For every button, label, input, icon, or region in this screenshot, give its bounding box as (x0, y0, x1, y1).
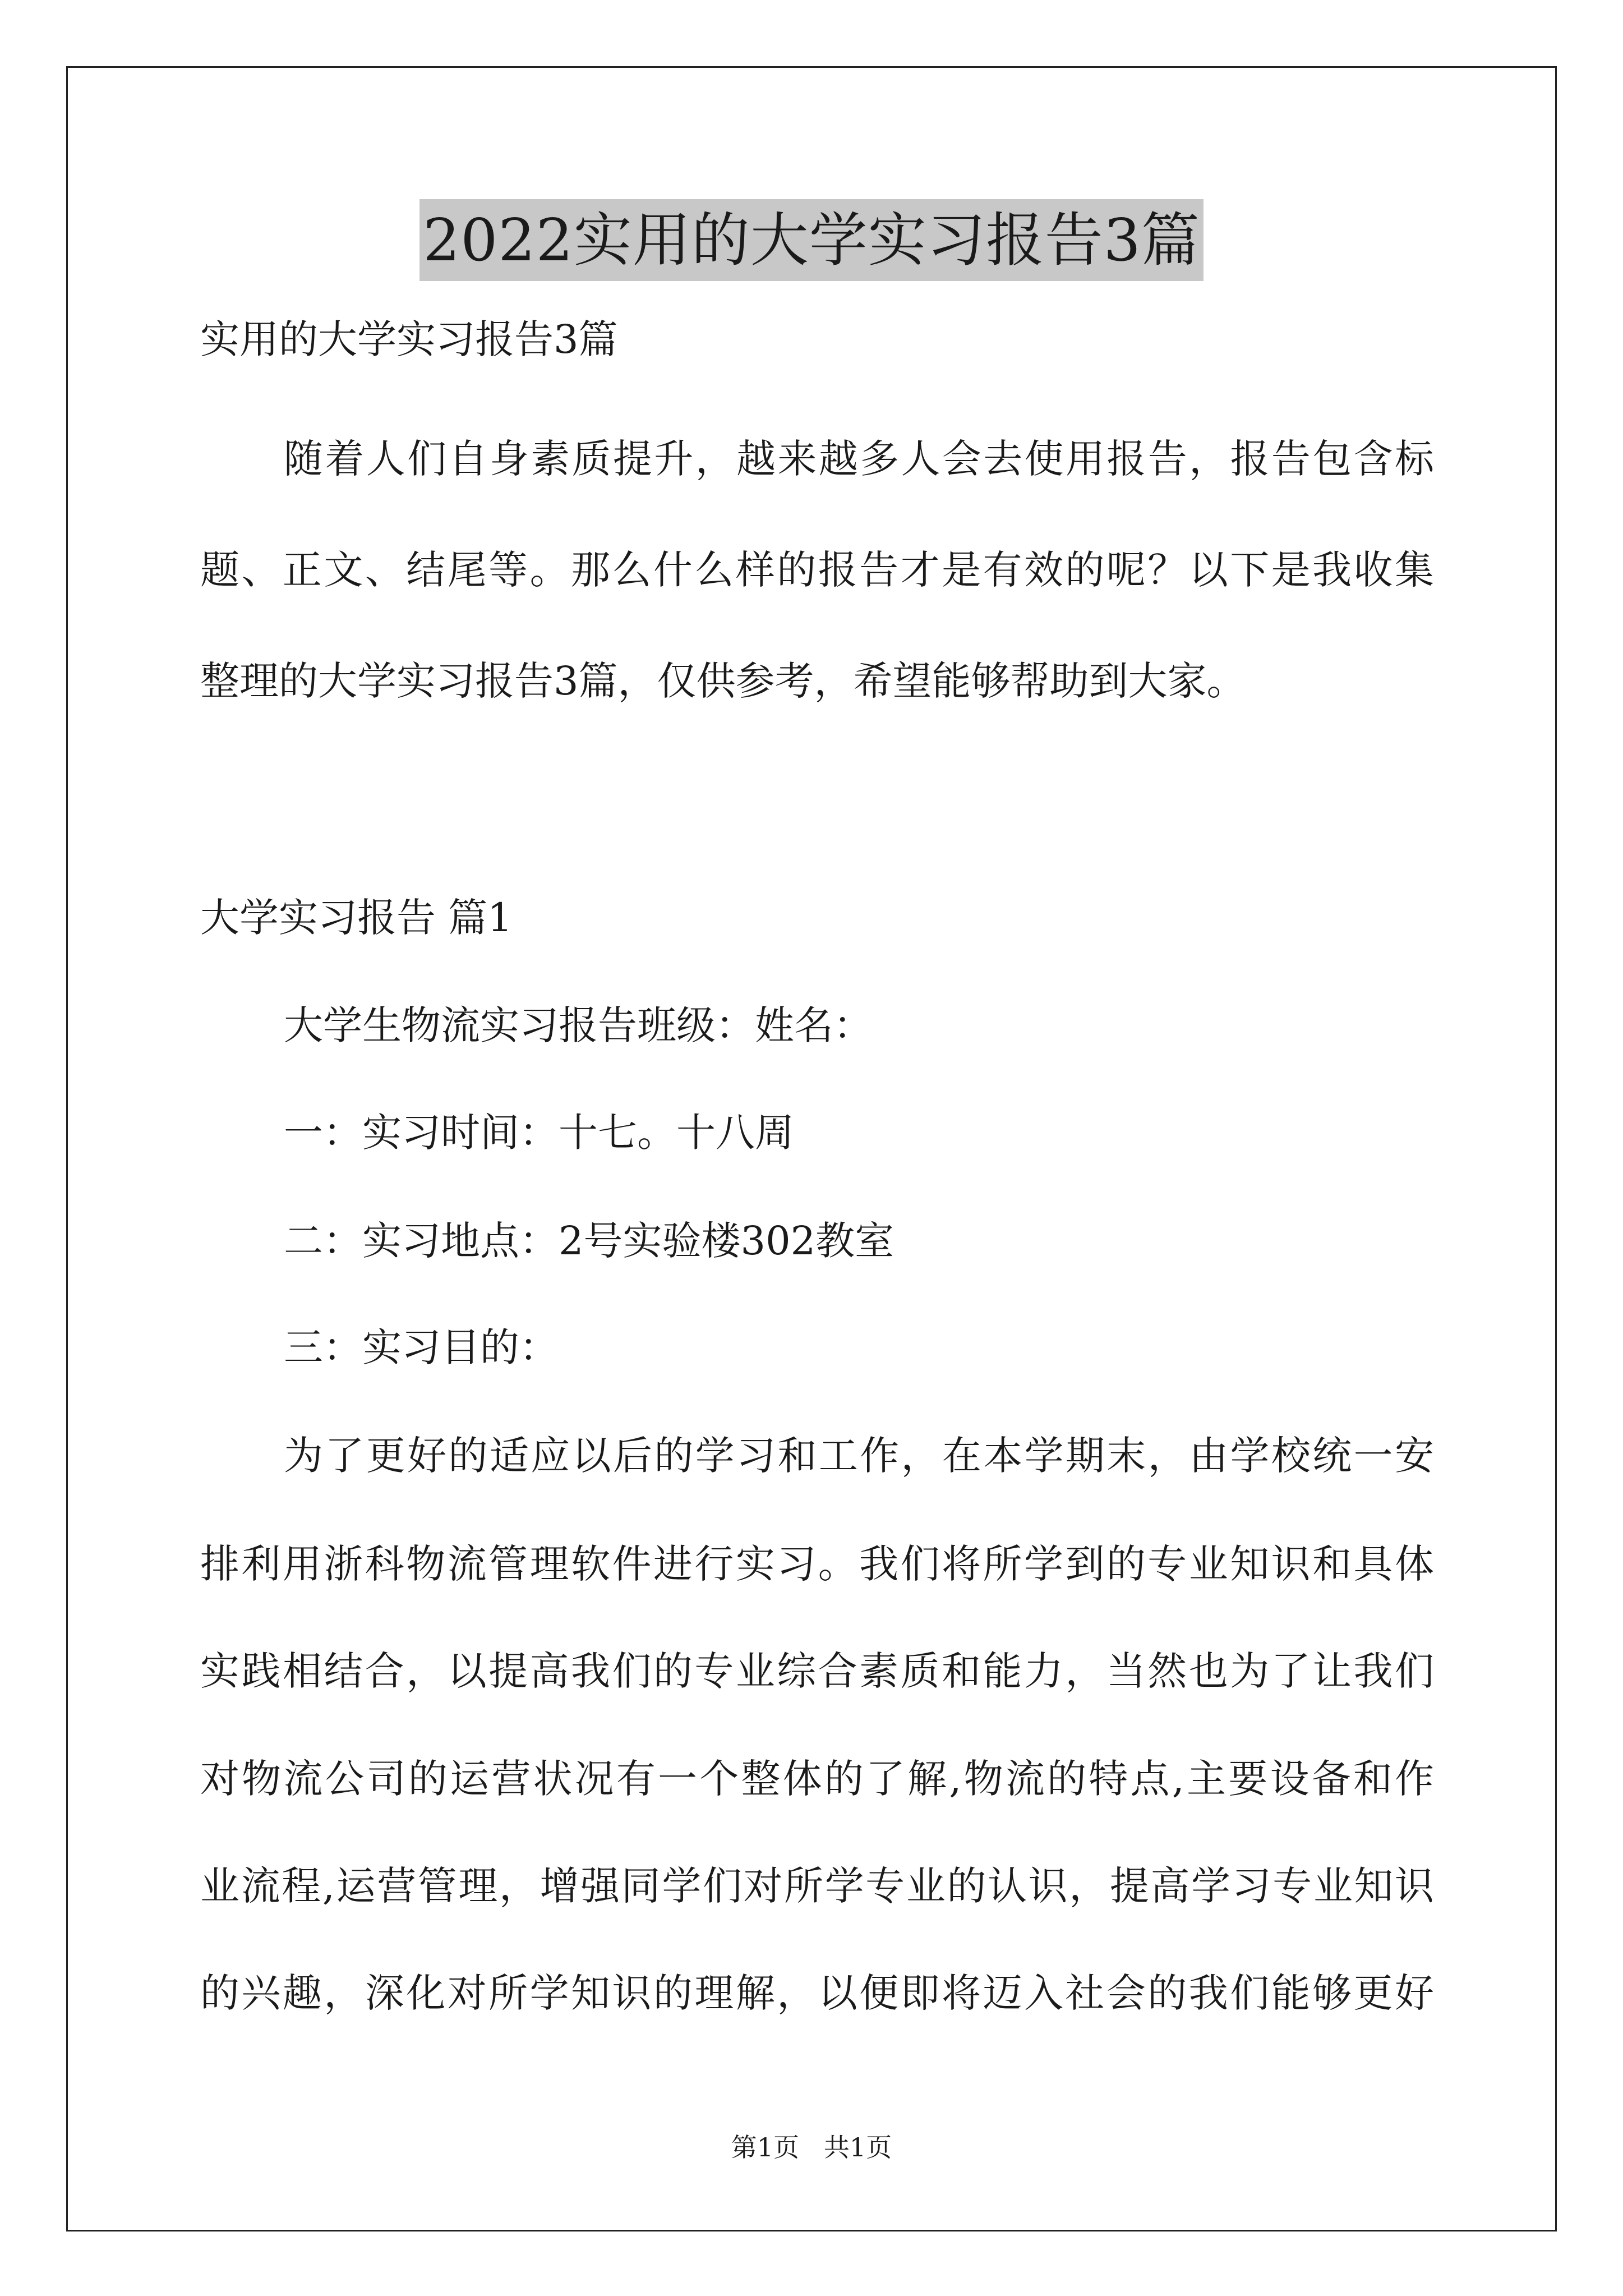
internship-purpose-item: 三：实习目的： (284, 1324, 559, 1370)
document-title: 2022实用的大学实习报告3篇 (419, 199, 1204, 281)
purpose-paragraph-line: 对物流公司的运营状况有一个整体的了解,物流的特点,主要设备和作 (200, 1756, 1434, 1802)
internship-place-item: 二：实习地点：2号实验楼302教室 (284, 1218, 895, 1264)
intro-paragraph-line: 题、正文、结尾等。那么什么样的报告才是有效的呢？以下是我收集 (200, 547, 1434, 593)
intro-paragraph-line: 整理的大学实习报告3篇，仅供参考，希望能够帮助到大家。 (200, 658, 1246, 704)
page-number-footer: 第1页 共1页 (731, 2132, 892, 2162)
purpose-paragraph-line: 实践相结合，以提高我们的专业综合素质和能力，当然也为了让我们 (200, 1648, 1434, 1694)
title-container (0, 199, 1623, 281)
section-heading: 大学实习报告 篇1 (200, 895, 513, 941)
purpose-paragraph-line: 的兴趣，深化对所学知识的理解，以便即将迈入社会的我们能够更好 (200, 1970, 1434, 2016)
purpose-paragraph-line: 业流程,运营管理，增强同学们对所学专业的认识，提高学习专业知识 (200, 1863, 1434, 1909)
purpose-paragraph-line: 排利用浙科物流管理软件进行实习。我们将所学到的专业知识和具体 (200, 1541, 1434, 1587)
internship-time-item: 一：实习时间：十七。十八周 (284, 1110, 794, 1156)
intro-paragraph-line: 随着人们自身素质提升，越来越多人会去使用报告，报告包含标 (284, 436, 1434, 482)
document-subtitle: 实用的大学实习报告3篇 (200, 316, 618, 362)
class-name-line: 大学生物流实习报告班级：姓名： (284, 1002, 873, 1048)
purpose-paragraph-line: 为了更好的适应以后的学习和工作，在本学期末，由学校统一安 (284, 1433, 1434, 1479)
